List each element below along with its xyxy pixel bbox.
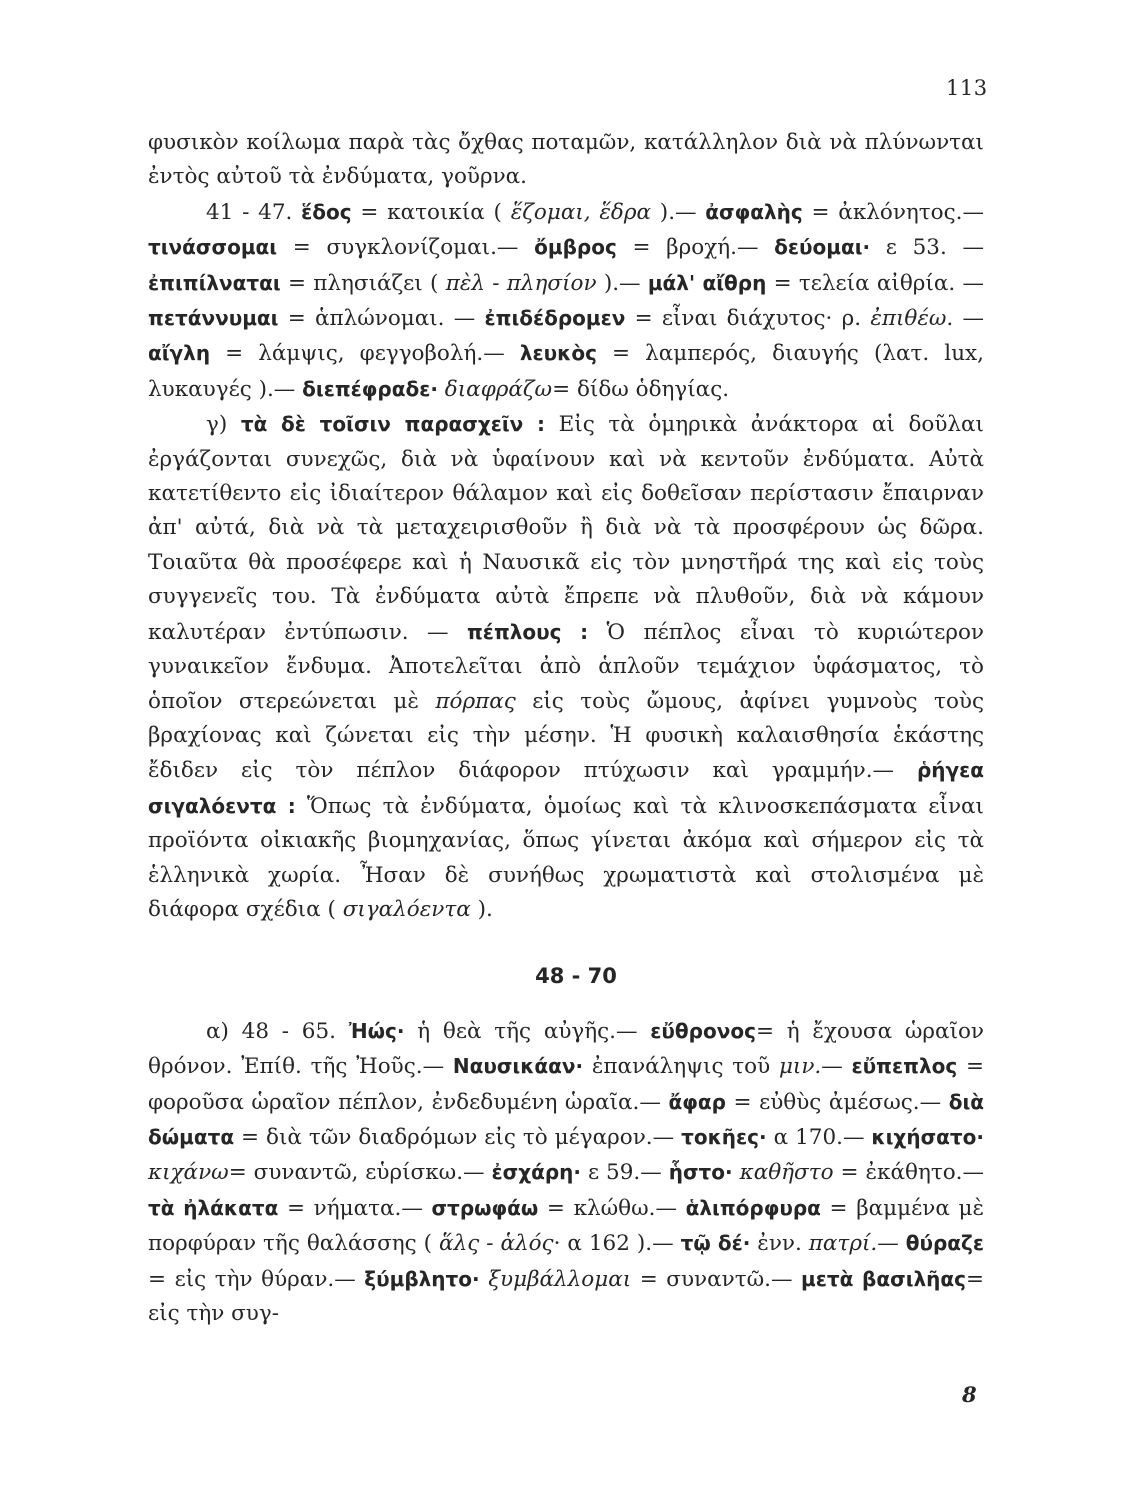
paragraph-lines-48-65: α) 48 - 65. Ἠώς· ἡ θεὰ τῆς αὐγῆς.— εὔθρονος= ἡ ἔχουσα ὡραῖον θρόνον. Ἐπίθ. τῆς Ἠοῦς.— Ναυσικάαν· ἐπανάληψις τοῦ μιν.— εὔπεπλος = φοροῦσα ὡραῖον πέπλον, ἐνδεδυμένη ὡραῖα.— ἄφαρ = εὐθὺς ἀμέσως.— διὰ δώματα = διὰ τῶν διαδρόμων εἰς τὸ μέγαρον.— τοκῆες· α 170.— κιχήσατο· κιχάνω= συναντῶ, εὑρίσκω.— ἐσχάρη· ε 59.— ἧστο· καθῆστο = ἐκάθητο.— τὰ ἠλάκατα = νήματα.— στρωφάω = κλώθω.— ἁλιπόρφυρα = βαμμένα μὲ πορφύραν τῆς θαλάσσης ( ἅλς - ἁλός· α 162 ).— τῷ δέ· ἐνν. πατρί.— θύραζε = εἰς τὴν θύραν.— ξύμβλητο· ξυμβάλλομαι = συναντῶ.— μετὰ βασιλῆας= εἰς τὴν συγ- <box>148 1018 985 1326</box>
paragraph-gifts: γ) τὰ δὲ τοῖσιν παρασχεῖν : Εἰς τὰ ὁμηρικὰ ἀνάκτορα αἱ δοῦλαι ἐργάζονται συνεχῶς, διὰ νὰ ὑφαίνουν καὶ νὰ κεντοῦν ἐνδύματα. Αὐτὰ κατετίθεντο εἰς ἰδιαίτερον θάλαμον καὶ εἰς δοθεῖσαν περίστασιν ἔπαιρναν ἀπ' αὐτά, διὰ νὰ τὰ μεταχειρισθοῦν ἢ διὰ νὰ τὰ προσφέρουν ὡς δῶρα. Τοιαῦτα θὰ προσέφερε καὶ ἡ Ναυσικᾶ εἰς τὸν μνηστῆρά της καὶ εἰς τοὺς συγγενεῖς του. Τὰ ἐνδύματα αὐτὰ ἔπρεπε νὰ πλυθοῦν, διὰ νὰ κάμουν καλυτέραν ἐντύπωσιν. — πέπλους : Ὁ πέπλος εἶναι τὸ κυριώτερον γυναικεῖον ἔνδυμα. Ἀποτελεῖται ἀπὸ ἁπλοῦν τεμάχιον ὑφάσματος, τὸ ὁποῖον στερεώνεται μὲ πόρπας εἰς τοὺς ὤμους, ἀφίνει γυμνοὺς τοὺς βραχίονας καὶ ζώνεται εἰς τὴν μέσην. Ἡ φυσικὴ καλαισθησία ἑκάστης ἔδιδεν εἰς τὸν πέπλον διάφορον πτύχωσιν καὶ γραμμήν.— ῥήγεα σιγαλόεντα : Ὅπως τὰ ἐνδύματα, ὁμοίως καὶ τὰ κλινοσκεπάσματα εἶναι προϊόντα οἰκιακῆς βιομηχανίας, ὅπως γίνεται ἀκόμα καὶ σήμερον εἰς τὰ ἑλληνικὰ χωρία. Ἦσαν δὲ συνήθως χρωματιστὰ καὶ στολισμένα μὲ διάφορα σχέδια ( σιγαλόεντα ). <box>148 412 984 922</box>
lemma: πετάννυμαι <box>148 306 279 331</box>
lemma: κιχήσατο· <box>871 1124 984 1149</box>
lemma: τινάσσομαι <box>148 235 278 260</box>
paragraph-lines-41-47: 41 - 47. ἕδος = κατοικία ( ἕζομαι, ἕδρα ).— ἀσφαλὴς = ἀκλόνητος.— τινάσσομαι = συγκλονίζομαι.— ὄμβρος = βροχή.— δεύομαι· ε 53. — ἐπιπίλναται = πλησιάζει ( πὲλ - πλησίον ).— μάλ' αἴθρη = τελεία αἰθρία. — πετάννυμαι = ἁπλώνομαι. — ἐπιδέδρομεν = εἶναι διάχυτος· ρ. ἐπιθέω. — αἴγλη = λάμψις, φεγγοβολή.— λευκὸς = λαμπερός, διαυγής (λατ. lux, λυκαυγές ).— διεπέφραδε· διαφράζω= δίδω ὁδηγίας. <box>148 199 984 402</box>
lemma: δεύομαι· <box>774 235 871 260</box>
lemma: ἐπιπίλναται <box>148 270 281 295</box>
lemma: τὰ δὲ τοῖσιν παρασχεῖν : <box>240 412 546 437</box>
lemma: ἁλιπόρφυρα <box>685 1195 821 1220</box>
lemma: λευκὸς <box>519 341 597 366</box>
lemma: μάλ' αἴθρη <box>647 270 767 295</box>
lemma: πέπλους : <box>466 619 589 644</box>
lemma: ἧστο· <box>668 1160 733 1185</box>
lemma: τοκῆες· <box>681 1124 767 1149</box>
lemma: ξύμβλητο· <box>364 1266 480 1291</box>
section-heading: 48 - 70 <box>535 964 617 989</box>
commentary-text <box>148 126 984 1331</box>
paragraph-gourna: φυσικὸν κοίλωμα παρὰ τὰς ὄχθας ποταμῶν, κατάλληλον διὰ νὰ πλύνωνται ἐντὸς αὐτοῦ τὰ ἐνδύματα, γοῦρνα. <box>148 130 984 190</box>
lemma: διεπέφραδε· <box>302 376 438 401</box>
lemma: αἴγλη <box>148 341 211 366</box>
lemma: ἄφαρ <box>668 1089 726 1114</box>
page-number: 113 <box>946 76 988 100</box>
lemma: ἐπιδέδρομεν <box>484 306 626 331</box>
lemma: θύραζε <box>905 1231 984 1256</box>
lemma: ὄμβρος <box>534 235 617 260</box>
lemma: Ἠώς· <box>348 1018 405 1043</box>
lemma: ἀσφαλὴς <box>705 199 803 224</box>
lemma: εὔπεπλος <box>851 1054 958 1079</box>
lemma: ἕδος <box>301 199 352 224</box>
lemma: Ναυσικάαν· <box>452 1054 584 1079</box>
lemma: ἐσχάρη· <box>491 1160 582 1185</box>
lemma: διὰ δώματα <box>148 1089 984 1149</box>
lemma: τὰ ἠλάκατα <box>148 1195 279 1220</box>
signature-mark: 8 <box>962 1382 977 1407</box>
lemma: στρωφάω <box>431 1195 539 1220</box>
lemma: τῷ δέ· <box>680 1231 751 1256</box>
lemma: ῥήγεα σιγαλόεντα : <box>148 758 984 818</box>
lemma: μετὰ βασιλῆας <box>801 1266 966 1291</box>
lemma: εὔθρονος <box>650 1018 756 1043</box>
